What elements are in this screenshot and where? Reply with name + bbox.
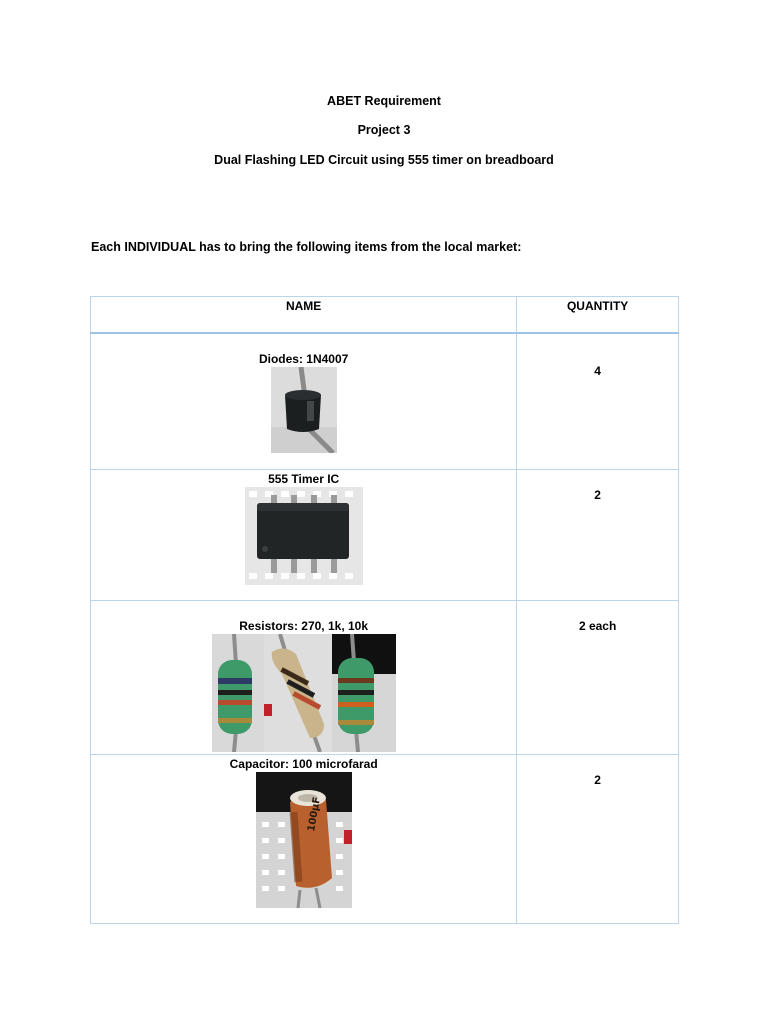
svg-text:100μF: 100μF — [305, 796, 323, 833]
item-cell — [91, 470, 517, 601]
item-quantity: 2 — [594, 773, 601, 787]
item-quantity: 2 — [594, 488, 601, 502]
item-cell — [91, 333, 517, 470]
diode-image — [271, 367, 337, 453]
table-row — [91, 755, 679, 924]
item-name: 555 Timer IC — [268, 472, 340, 486]
table-row — [91, 333, 679, 470]
project-title: Dual Flashing LED Circuit using 555 timer on breadboard — [214, 153, 554, 167]
capacitor-image — [256, 772, 352, 908]
item-name: Capacitor: 100 microfarad — [229, 757, 378, 771]
item-cell — [91, 755, 517, 924]
table-row — [91, 470, 679, 601]
item-name: Diodes: 1N4007 — [258, 351, 349, 366]
item-quantity: 4 — [594, 363, 601, 378]
item-quantity: 2 each — [578, 619, 617, 633]
doc-title: ABET Requirement — [327, 94, 441, 108]
column-header-quantity: QUANTITY — [517, 297, 679, 333]
project-number: Project 3 — [357, 123, 411, 137]
items-table — [90, 296, 679, 924]
quantity-cell — [517, 333, 679, 470]
table-header-row — [91, 297, 679, 333]
quantity-cell — [517, 601, 679, 755]
column-header-name: NAME — [91, 297, 517, 333]
item-name: Resistors: 270, 1k, 10k — [239, 619, 369, 633]
table-row — [91, 601, 679, 755]
quantity-cell — [517, 755, 679, 924]
ic-chip-image — [245, 487, 363, 585]
item-cell — [91, 601, 517, 755]
intro-text: Each INDIVIDUAL has to bring the following items from the local market: — [91, 240, 522, 254]
quantity-cell — [517, 470, 679, 601]
resistor-image — [212, 634, 396, 752]
